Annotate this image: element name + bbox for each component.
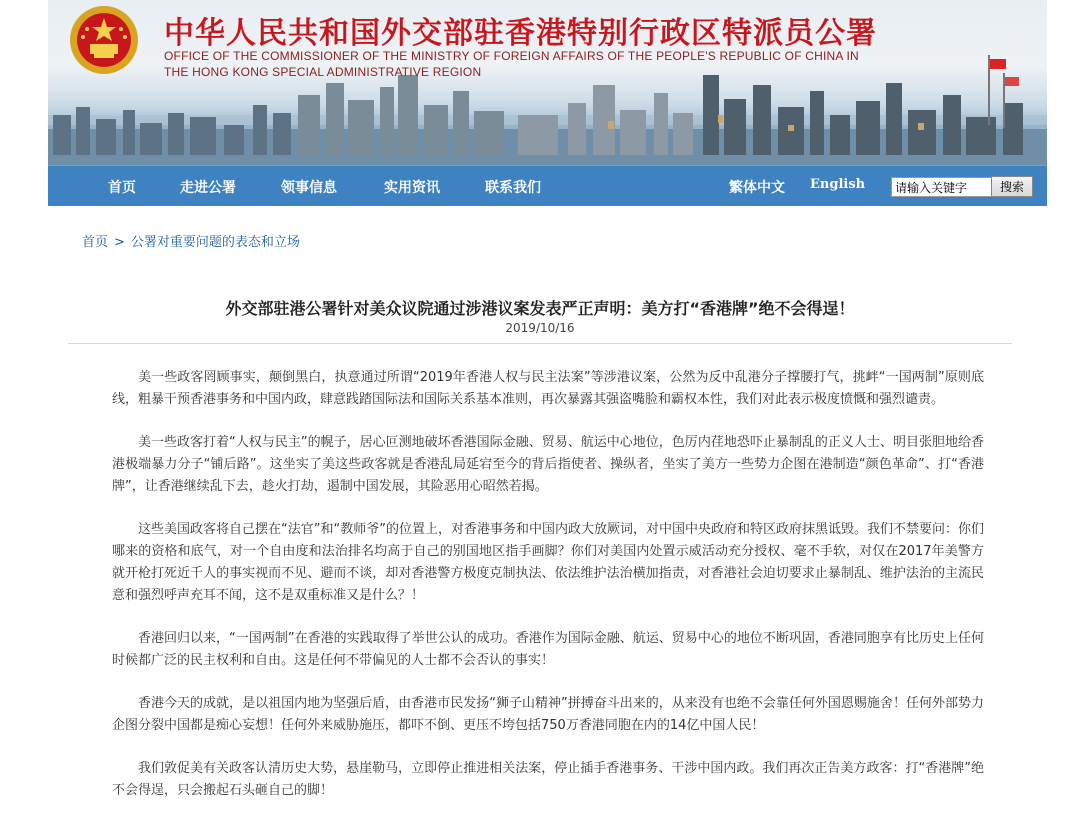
national-emblem-icon [68,4,140,76]
header-banner [48,0,1047,165]
site-title-cn: 中华人民共和国外交部驻香港特别行政区特派员公署 [164,16,877,51]
article-title: 外交部驻港公署针对美众议院通过涉港议案发表严正声明：美方打“香港牌”绝不会得逞！ [225,299,855,318]
site-title-en-line2: THE HONG KONG SPECIAL ADMINISTRATIVE REGION [164,65,482,79]
search-input[interactable] [891,177,995,197]
lang-english-link[interactable]: English [810,177,866,192]
article-date: 2019/10/16 [505,321,575,335]
nav-item-info[interactable]: 实用资讯 [384,180,440,196]
breadcrumb-home-link[interactable]: 首页 [82,235,109,250]
article-paragraph: 我们敦促美有关政客认清历史大势，悬崖勒马，立即停止推进相关法案，停止插手香港事务、干涉中国内政。我们再次正告美方政客：打“香港牌”绝不会得逞，只会搬起石头砸自己的脚！ [112,761,984,798]
article-paragraph: 香港回归以来，“一国两制”在香港的实践取得了举世公认的成功。香港作为国际金融、航运、贸易中心的地位不断巩固，香港同胞享有比历史上任何时候都广泛的民主权利和自由。这是任何不带偏见的人士都不会否认的事实！ [112,631,984,668]
lang-traditional-link[interactable]: 繁体中文 [729,180,785,196]
nav-item-about[interactable]: 走进公署 [180,180,236,196]
article-paragraph: 这些美国政客将自己摆在“法官”和“教师爷”的位置上，对香港事务和中国内政大放厥词，对中国中央政府和特区政府抹黑诋毁。我们不禁要问：你们哪来的资格和底气，对一个自由度和法治排名均高于自己的别国地区指手画脚？你们对美国内处置示威活动充分授权、毫不手软，对仅在2017年美警方就开枪打死近千人的事实视而不见、避而不谈，却对香港警方极度克制执法、依法维护法治横加指责，对香港社会迫切要求止暴制乱、维护法治的主流民意和强烈呼声充耳不闻，这不是双重标准又是什么？！ [112,522,984,603]
article-body [112,367,984,823]
nav-item-contact[interactable]: 联系我们 [485,180,541,196]
nav-item-consular[interactable]: 领事信息 [281,180,337,196]
article-paragraph: 香港今天的成就，是以祖国内地为坚强后盾，由香港市民发扬“狮子山精神”拼搏奋斗出来的，从来没有也绝不会靠任何外国恩赐施舍！任何外部势力企图分裂中国都是痴心妄想！任何外来威胁施压，都吓不倒、更压不垮包括750万香港同胞在内的14亿中国人民！ [112,696,984,733]
search-button[interactable]: 搜索 [991,176,1033,197]
article-paragraph: 美一些政客打着“人权与民主”的幌子，居心叵测地破坏香港国际金融、贸易、航运中心地位，色厉内荏地恐吓止暴制乱的正义人士、明目张胆地给香港极端暴力分子“铺后路”。这坐实了美这些政客就是香港乱局延宕至今的背后指使者、操纵者，坐实了美方一些势力企图在港制造“颜色革命”、打“香港牌”，让香港继续乱下去，趁火打劫，遏制中国发展，其险恶用心昭然若揭。 [112,435,984,494]
site-title-en-line1: OFFICE OF THE COMMISSIONER OF THE MINISTRY OF FOREIGN AFFAIRS OF THE PEOPLE'S REPUBLIC OF CHINA IN [164,49,859,63]
nav-item-home[interactable]: 首页 [108,180,136,196]
article-paragraph: 美一些政客罔顾事实，颠倒黑白，执意通过所谓“2019年香港人权与民主法案”等涉港议案，公然为反中乱港分子撑腰打气，挑衅“一国两制”原则底线，粗暴干预香港事务和中国内政，肆意践踏国际法和国际关系基本准则，再次暴露其强盗嘴脸和霸权本性，我们对此表示极度愤慨和强烈谴责。 [112,370,984,407]
title-divider [68,343,1012,344]
site-title-en [164,48,859,80]
breadcrumb [82,231,300,250]
main-nav [48,165,1047,206]
breadcrumb-section-link[interactable]: 公署对重要问题的表态和立场 [130,235,300,250]
breadcrumb-separator: > [114,235,125,250]
